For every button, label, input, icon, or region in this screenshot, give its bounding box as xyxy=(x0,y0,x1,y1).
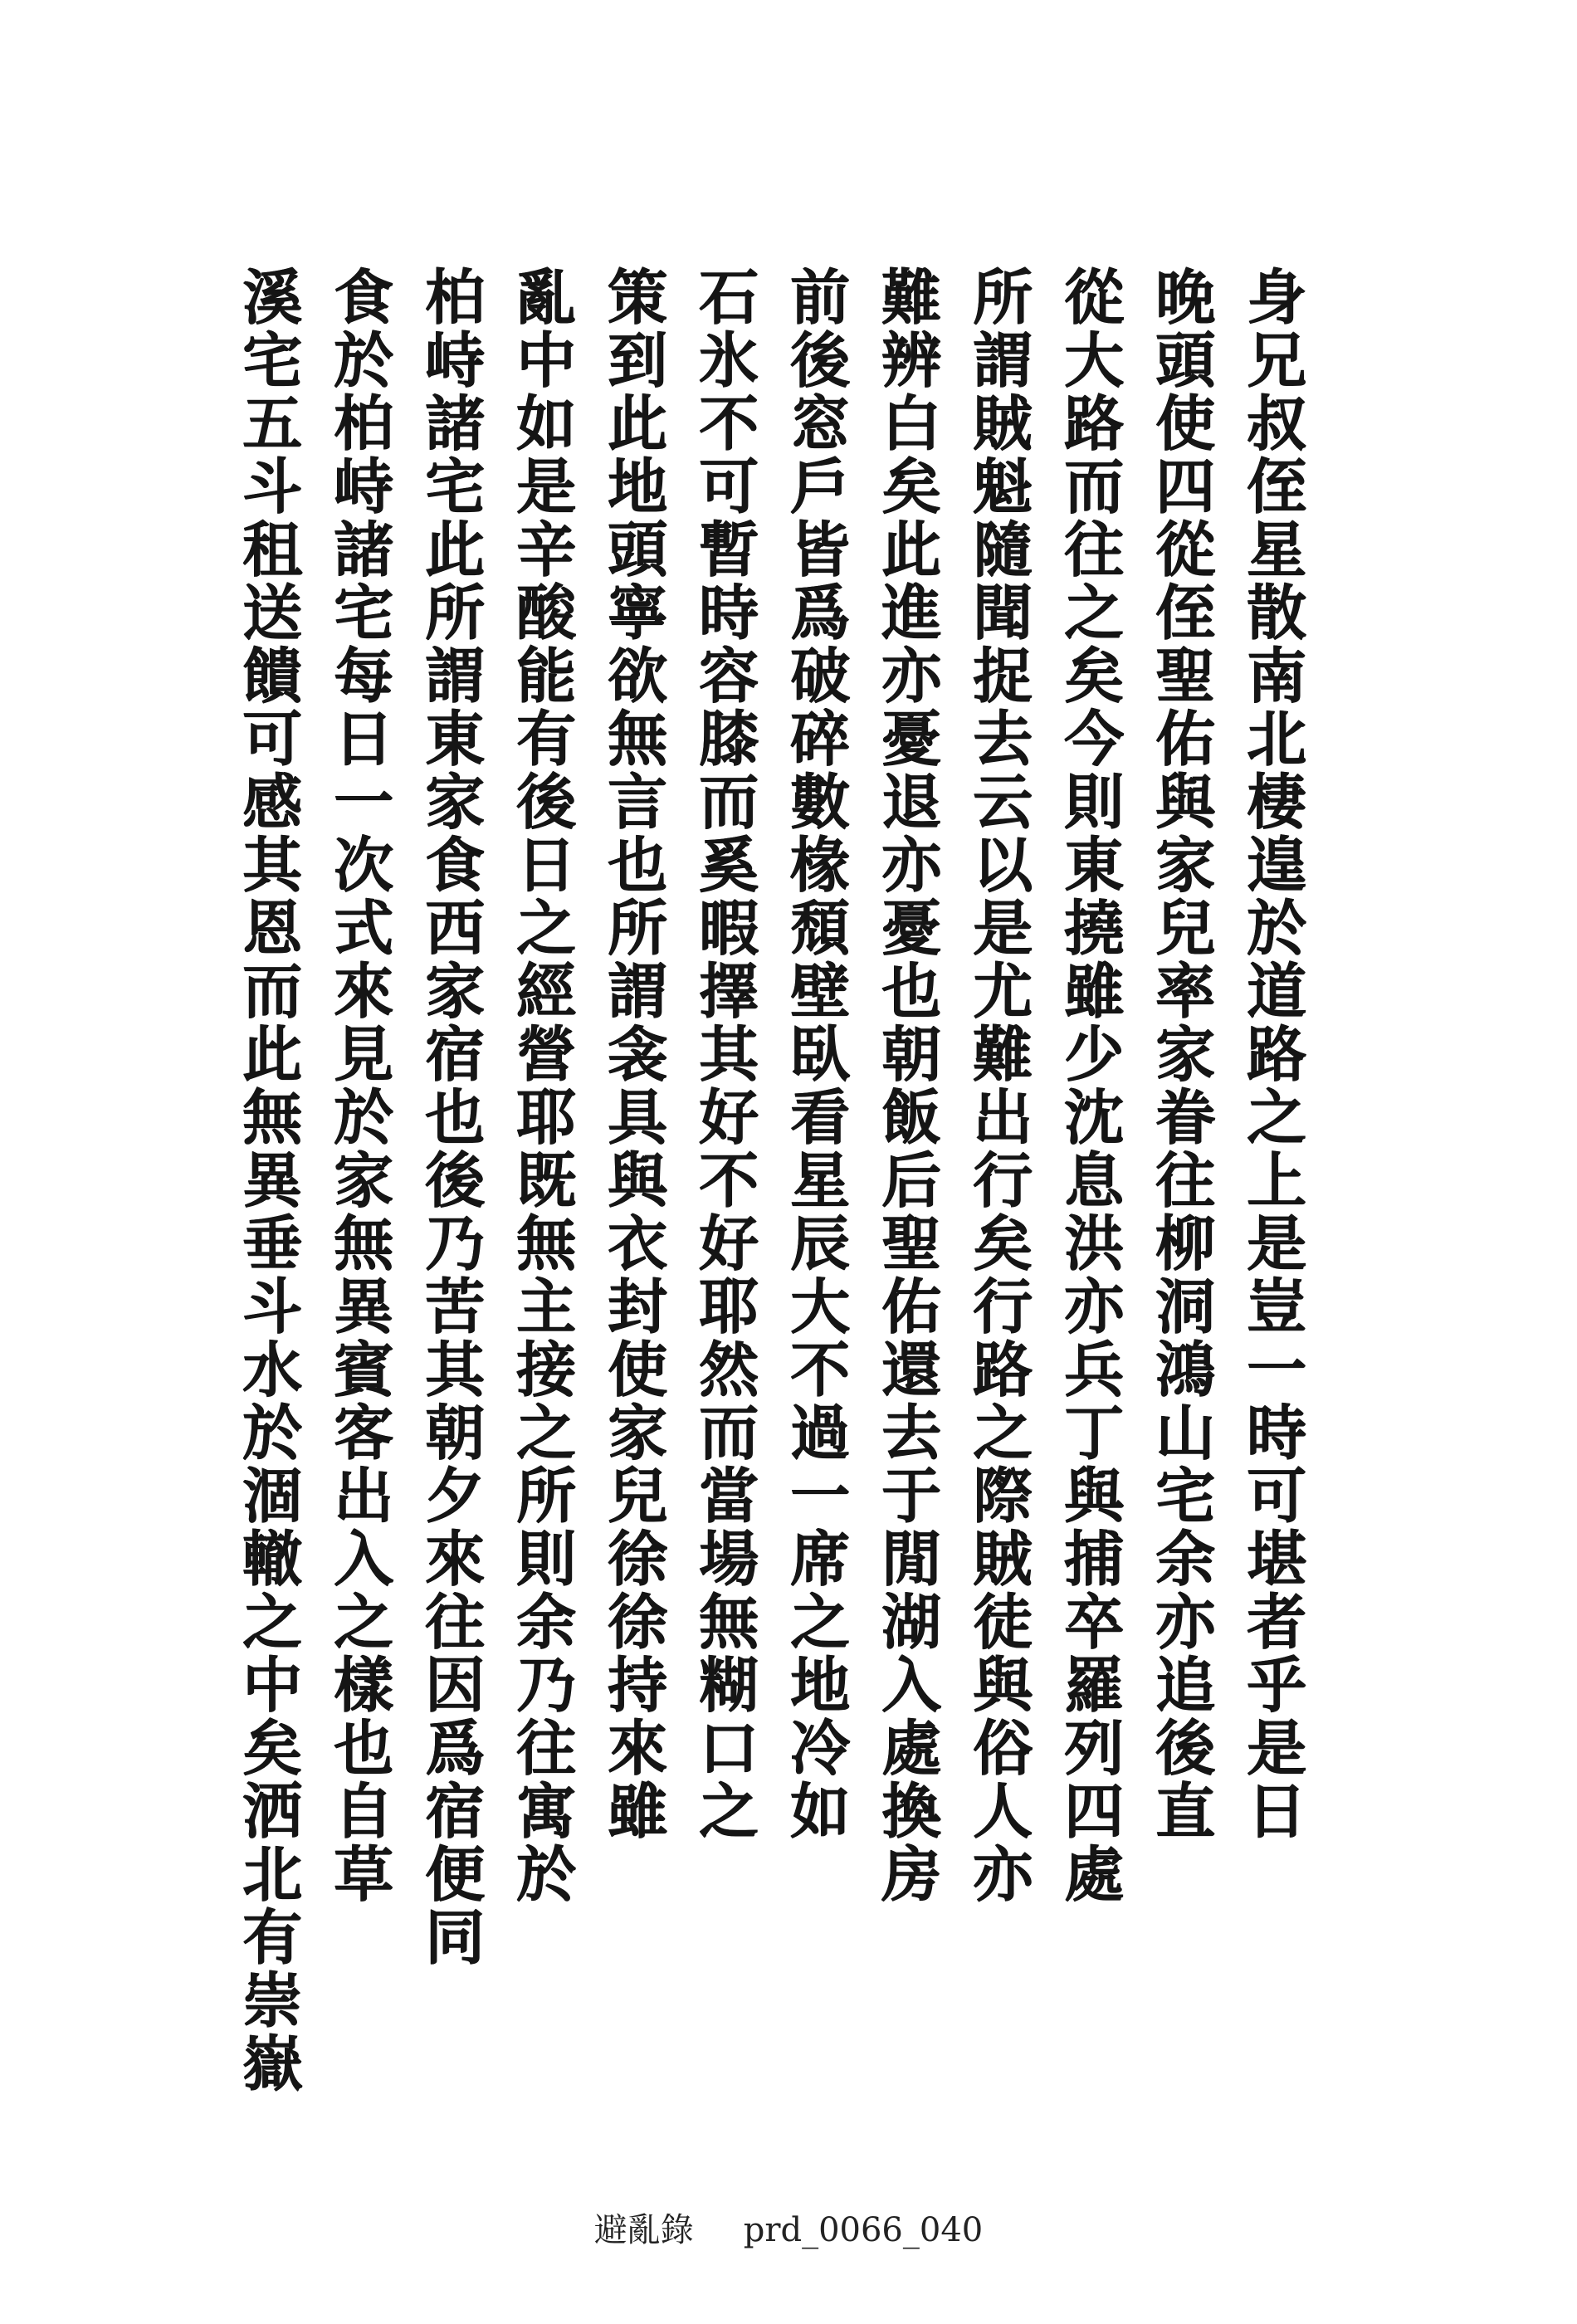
text-column-3: 從大路而往之矣今則東撓雖少沈息洪亦兵丁與捕卒羅列四處 xyxy=(1054,266,1125,1906)
text-column-4: 所謂賊魁隨聞捉去云以是尤難出行矣行路之際賊徒與俗人亦 xyxy=(963,266,1033,1906)
text-column-2: 晚頭使四從侄聖佑與家兒率家眷往柳洞鴻山宅余亦追後直 xyxy=(1145,266,1216,1843)
text-column-9: 亂中如是辛酸能有後日之經營耶既無主接之所則余乃往寓於 xyxy=(506,266,577,1906)
book-title: 避亂錄 xyxy=(593,2211,694,2249)
page-id: prd_0066_040 xyxy=(743,2211,984,2249)
page-footer xyxy=(0,2204,1577,2251)
text-column-11: 食於柏峙諸宅每日一次式來見於家無異賓客出入之樣也自草 xyxy=(324,266,394,1906)
text-column-5: 難辨白矣此進亦憂退亦憂也朝飯后聖佑還去于閒湖入處換房 xyxy=(872,266,942,1906)
text-column-8: 策到此地頭寧欲無言也所謂衾具與衣封使家兒徐徐持來雖 xyxy=(598,266,668,1843)
manuscript-page xyxy=(224,266,1311,2108)
text-column-7: 石氷不可暫時容膝而奚暇擇其好不好耶然而當場無糊口之 xyxy=(689,266,759,1843)
text-column-10: 柏峙諸宅此所謂東家食西家宿也後乃苦其朝夕來往因爲宿便同 xyxy=(415,266,486,1969)
text-column-1: 身兄叔侄星散南北棲遑於道路之上是豈一時可堪者乎是日 xyxy=(1237,266,1307,1843)
text-column-6: 前後窓戶皆爲破碎數椽頹壁臥看星辰大不過一席之地冷如 xyxy=(780,266,851,1843)
text-column-12: 溪宅五斗租送饋可感其恩而此無異垂斗水於涸轍之中矣洒北有崇嶽 xyxy=(232,266,303,2095)
